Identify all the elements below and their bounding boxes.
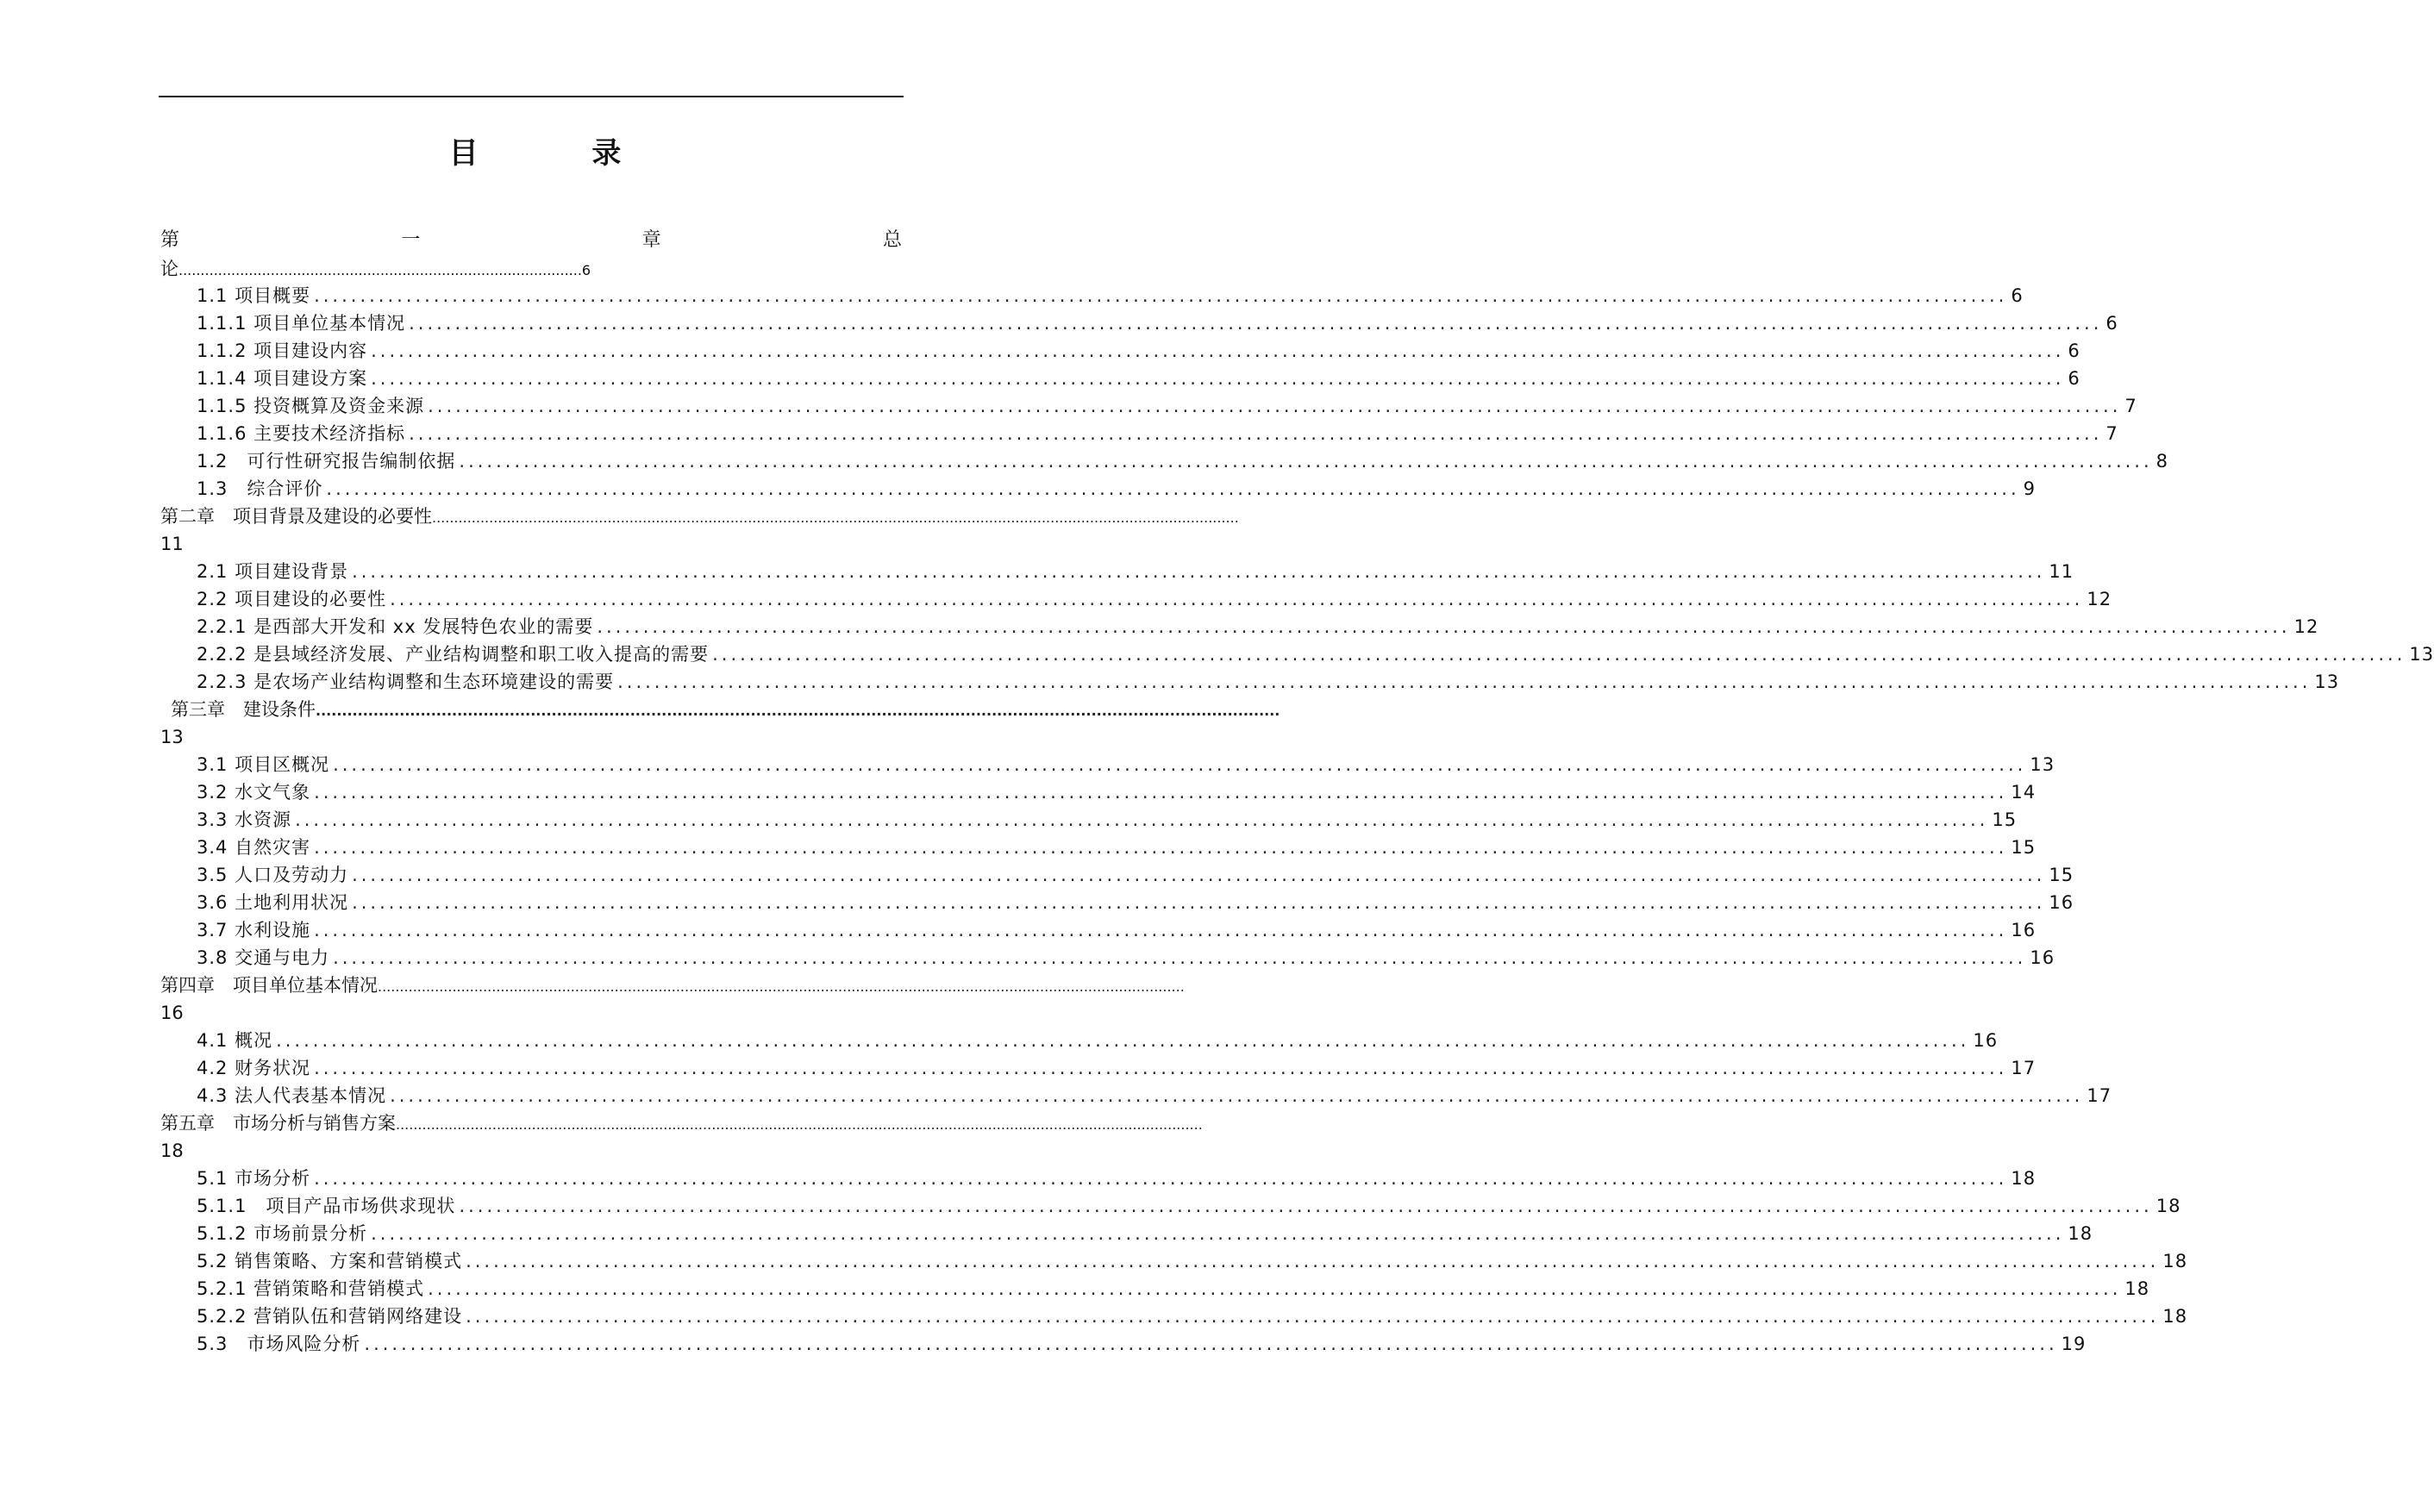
page-title: 目 录: [448, 136, 673, 171]
toc-entry-label: 3.2 水文气象: [197, 782, 311, 803]
toc-entry-label: 第三章 建设条件: [171, 699, 316, 720]
toc-page-number: 6: [2068, 341, 2080, 361]
toc-page-number: 13: [2314, 672, 2340, 692]
toc-entry-label: 5.3 市场风险分析: [197, 1334, 361, 1354]
toc-entry[interactable]: [197, 1303, 2188, 1330]
toc-entry-label: 2.2 项目建设的必要性: [197, 589, 387, 609]
toc-page-number: 18: [2068, 1223, 2093, 1244]
toc-leader-dots: ........................................................................................................................................................................................: [371, 1223, 2065, 1244]
toc-leader-dots: ........................................................................................................................................................................................: [409, 423, 2103, 444]
toc-chapter-1-char: 总: [882, 229, 902, 251]
toc-chapter-3-page: 13: [160, 727, 184, 747]
toc-entry[interactable]: [197, 1054, 2037, 1082]
toc-page-number: 15: [2049, 865, 2074, 885]
toc-page-number: 12: [2087, 589, 2112, 609]
toc-leader-dots: ........................................................................................................................................................................................: [428, 1278, 2122, 1299]
toc-entry-label: 3.8 交通与电力: [197, 947, 330, 968]
toc-entry-label: 1.1 项目概要: [197, 285, 311, 306]
toc-entry-label: 4.3 法人代表基本情况: [197, 1085, 387, 1106]
toc-entry[interactable]: [197, 1192, 2181, 1220]
toc-chapter-4-page: 16: [160, 1003, 184, 1023]
toc-entry-label: 5.2 销售策略、方案和营销模式: [197, 1251, 463, 1271]
toc-leader-dots: ........................................................................................................................................................................................: [295, 809, 1989, 830]
toc-leader-dots: ........................................................................................................................................................................................: [459, 1196, 2153, 1216]
toc-page-number: 18: [2156, 1196, 2181, 1216]
toc-page-number: 14: [2011, 782, 2037, 803]
toc-leader-dots: ........................................................................................................................................................................................: [316, 703, 1280, 719]
toc-entry-label: 5.2.1 营销策略和营销模式: [197, 1278, 425, 1299]
toc-leader-dots: ........................................................................................................................................................................................: [597, 616, 2291, 637]
toc-entry-label: 5.2.2 营销队伍和营销网络建设: [197, 1306, 463, 1327]
toc-entry[interactable]: [197, 889, 2074, 916]
toc-leader-dots: ........................................................................................................................................................................................: [276, 1030, 1970, 1051]
toc-entry-label: 3.3 水资源: [197, 809, 292, 830]
toc-entry-label: 1.1.5 投资概算及资金来源: [197, 396, 425, 416]
header-rule: [159, 96, 904, 97]
toc-entry-label: 1.1.6 主要技术经济指标: [197, 423, 406, 444]
toc-entry-label: 4.2 财务状况: [197, 1058, 311, 1078]
toc-chapter-2-page: 11: [160, 534, 184, 554]
toc-page-number: 16: [2049, 892, 2074, 913]
toc-entry[interactable]: [197, 751, 2055, 778]
toc-entry[interactable]: [197, 309, 2118, 337]
toc-entry[interactable]: [197, 778, 2037, 806]
toc-leader-dots: ........................................................................................................................................................................................: [371, 341, 2065, 361]
toc-entry[interactable]: [197, 1247, 2188, 1275]
toc-entry-label: 3.7 水利设施: [197, 920, 311, 940]
toc-chapter-4[interactable]: [160, 972, 1185, 999]
toc-chapter-1-char: 第: [160, 229, 180, 251]
toc-chapter-1-line2[interactable]: 论............................................................................................6: [160, 259, 591, 279]
toc-entry-label: 2.2.2 是县域经济发展、产业结构调整和职工收入提高的需要: [197, 644, 710, 665]
toc-leader-dots: ........................................................................................................................................................................................: [352, 865, 2046, 885]
toc-entry-label: 第五章 市场分析与销售方案: [160, 1113, 396, 1134]
toc-page-number: 17: [2011, 1058, 2037, 1078]
toc-page-number: 13: [2030, 754, 2055, 775]
toc-entry-label: 1.3 综合评价: [197, 478, 323, 499]
toc-entry-label: 3.6 土地利用状况: [197, 892, 349, 913]
toc-entry-label: 第四章 项目单位基本情况: [160, 975, 378, 996]
toc-page-number: 13: [2409, 644, 2434, 665]
toc-chapter-1-line1[interactable]: [160, 227, 902, 254]
toc-entry[interactable]: [197, 1027, 1999, 1054]
toc-page-number: 16: [2030, 947, 2055, 968]
toc-chapter-1-char: 一: [401, 229, 421, 251]
toc-entry-label: 4.1 概况: [197, 1030, 273, 1051]
toc-page-number: 12: [2293, 616, 2319, 637]
toc-entry[interactable]: [197, 1330, 2087, 1358]
toc-leader-dots: ........................................................................................................................................................................................: [371, 368, 2065, 389]
toc-leader-dots: ........................................................................................................................................................................................: [390, 589, 2084, 609]
toc-leader-dots: ........................................................................................................................................................................................: [617, 672, 2312, 692]
toc-page-number: 18: [2162, 1306, 2188, 1327]
toc-page-number: 16: [2011, 920, 2037, 940]
toc-chapter-1-char: 章: [641, 229, 661, 251]
toc-page-number: 6: [2011, 285, 2024, 306]
toc-entry-label: 第二章 项目背景及建设的必要性: [160, 506, 432, 527]
toc-entry-label: 5.1 市场分析: [197, 1168, 311, 1189]
toc-leader-dots: ........................................................................................................................................................................................: [352, 892, 2046, 913]
toc-chapter-3[interactable]: [171, 696, 1280, 723]
toc-leader-dots: ........................................................................................................................................................................................: [459, 451, 2153, 472]
toc-chapter-5-page: 18: [160, 1140, 184, 1161]
toc-entry-label: 3.4 自然灾害: [197, 837, 311, 858]
toc-entry[interactable]: [197, 1165, 2037, 1192]
toc-entry-label: 1.2 可行性研究报告编制依据: [197, 451, 456, 472]
toc-entry-label: 2.1 项目建设背景: [197, 561, 349, 582]
toc-page-number: 16: [1973, 1030, 1999, 1051]
toc-page-number: 15: [1992, 809, 2018, 830]
toc-entry[interactable]: [197, 585, 2112, 613]
toc-page-number: 11: [2049, 561, 2074, 582]
toc-page-number: 17: [2087, 1085, 2112, 1106]
toc-leader-dots: ........................................................................................................................................................................................: [333, 947, 2027, 968]
toc-leader-dots: ........................................................................................................................................................................................: [390, 1085, 2084, 1106]
toc-leader-dots: ........................................................................................................................................................................................: [432, 509, 1239, 526]
toc-page-number: 6: [2106, 313, 2118, 334]
toc-page-number: 6: [2068, 368, 2080, 389]
toc-entry[interactable]: [197, 392, 2137, 420]
toc-entry[interactable]: [197, 668, 2340, 696]
toc-entry-label: 3.1 项目区概况: [197, 754, 330, 775]
toc-leader-dots: ........................................................................................................................................................................................: [712, 644, 2406, 665]
toc-entry[interactable]: [197, 613, 2319, 640]
toc-entry[interactable]: [197, 475, 2037, 503]
toc-leader-dots: ........................................................................................................................................................................................: [314, 782, 2008, 803]
toc-entry-label: 2.2.1 是西部大开发和 xx 发展特色农业的需要: [197, 616, 594, 637]
toc-leader-dots: ........................................................................................................................................................................................: [378, 978, 1185, 995]
toc-entry-label: 1.1.4 项目建设方案: [197, 368, 368, 389]
toc-entry-label: 5.1.1 项目产品市场供求现状: [197, 1196, 456, 1216]
toc-entry[interactable]: [197, 944, 2055, 972]
toc-page-number: 9: [2023, 478, 2037, 499]
toc-entry-label: 1.1.2 项目建设内容: [197, 341, 368, 361]
toc-entry[interactable]: [197, 1082, 2112, 1109]
toc-leader-dots: ........................................................................................................................................................................................: [428, 396, 2122, 416]
toc-leader-dots: ........................................................................................................................................................................................: [314, 1058, 2008, 1078]
toc-entry-label: 1.1.1 项目单位基本情况: [197, 313, 406, 334]
toc-chapter-5[interactable]: [160, 1109, 1203, 1137]
toc-leader-dots: ........................................................................................................................................................................................: [364, 1334, 2058, 1354]
toc-entry[interactable]: [197, 806, 2018, 834]
toc-page-number: 18: [2162, 1251, 2188, 1271]
toc-leader-dots: ........................................................................................................................................................................................: [466, 1251, 2160, 1271]
toc-page-number: 19: [2061, 1334, 2087, 1354]
toc-leader-dots: ........................................................................................................................................................................................: [396, 1116, 1203, 1133]
toc-entry[interactable]: [197, 365, 2080, 392]
toc-leader-dots: ........................................................................................................................................................................................: [409, 313, 2103, 334]
toc-entry[interactable]: [197, 558, 2074, 585]
toc-entry[interactable]: [197, 282, 2024, 309]
toc-leader-dots: ........................................................................................................................................................................................: [326, 478, 2020, 499]
toc-leader-dots: ........................................................................................................................................................................................: [314, 285, 2008, 306]
toc-entry[interactable]: [197, 640, 2434, 668]
toc-entry[interactable]: [197, 916, 2037, 944]
toc-entry-label: 5.1.2 市场前景分析: [197, 1223, 368, 1244]
toc-entry[interactable]: [197, 337, 2080, 365]
toc-entry[interactable]: [197, 1275, 2150, 1303]
toc-page-number: 18: [2124, 1278, 2150, 1299]
toc-chapter-2[interactable]: [160, 503, 1239, 530]
toc-entry-label: 2.2.3 是农场产业结构调整和生态环境建设的需要: [197, 672, 615, 692]
toc-entry[interactable]: [197, 834, 2037, 861]
toc-leader-dots: ........................................................................................................................................................................................: [314, 1168, 2008, 1189]
toc-entry-label: 3.5 人口及劳动力: [197, 865, 349, 885]
toc-leader-dots: ........................................................................................................................................................................................: [333, 754, 2027, 775]
toc-entry[interactable]: [197, 1220, 2093, 1247]
toc-page-number: 18: [2011, 1168, 2037, 1189]
toc-page-number: 7: [2106, 423, 2118, 444]
toc-page-number: 7: [2124, 396, 2137, 416]
toc-leader-dots: ........................................................................................................................................................................................: [352, 561, 2046, 582]
toc-page-number: 8: [2156, 451, 2169, 472]
toc-page-number: 15: [2011, 837, 2037, 858]
toc-entry[interactable]: [197, 420, 2118, 447]
toc-entry[interactable]: [197, 861, 2074, 889]
toc-leader-dots: ........................................................................................................................................................................................: [466, 1306, 2160, 1327]
toc-leader-dots: ........................................................................................................................................................................................: [314, 837, 2008, 858]
toc-entry[interactable]: [197, 447, 2169, 475]
toc-leader-dots: ........................................................................................................................................................................................: [314, 920, 2008, 940]
